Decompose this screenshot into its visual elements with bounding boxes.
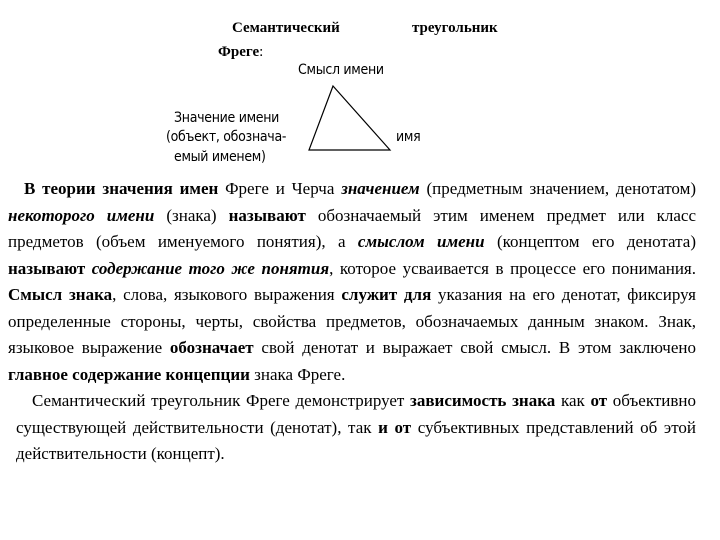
title-word2: треугольник [412, 20, 498, 36]
label-denotation-line2: (объект, обознача- [166, 129, 287, 145]
title-colon: : [259, 44, 264, 60]
title-frege: Фреге [218, 44, 260, 60]
triangle-shape [309, 86, 390, 150]
body-text [8, 176, 696, 468]
label-denotation-line1: Значение имени [174, 110, 280, 126]
label-sense: Смысл имени [298, 62, 384, 78]
label-denotation-line3: емый именем) [174, 149, 266, 165]
label-name: имя [396, 129, 421, 145]
title-word1: Семантический [232, 20, 340, 36]
paragraph-triangle-dependency: Семантический треугольник Фреге демонстрирует зависимость знака как от объективно существующей действительности (денотат), так и от субъективных представлений об этой действительности (концепт). [16, 391, 697, 463]
paragraph-frege-church: В теории значения имен Фреге и Черча значением (предметным значением, денотатом) некоторого имени (знака) называют обозначаемый этим именем предмет или класс предметов (объем именуемого понятия), а смыслом имени (концептом его денотата) называют содержание того же понятия, которое усваивается в процессе его понимания. Смысл знака, слова, языкового выражения служит для указания на его денотат, фиксируя определенные стороны, черты, свойства предметов, обозначаемых данным знаком. Знак, языковое выражение обозначает свой денотат и выражает свой смысл. В этом заключено главное содержание концепции знака Фреге. [8, 179, 697, 384]
